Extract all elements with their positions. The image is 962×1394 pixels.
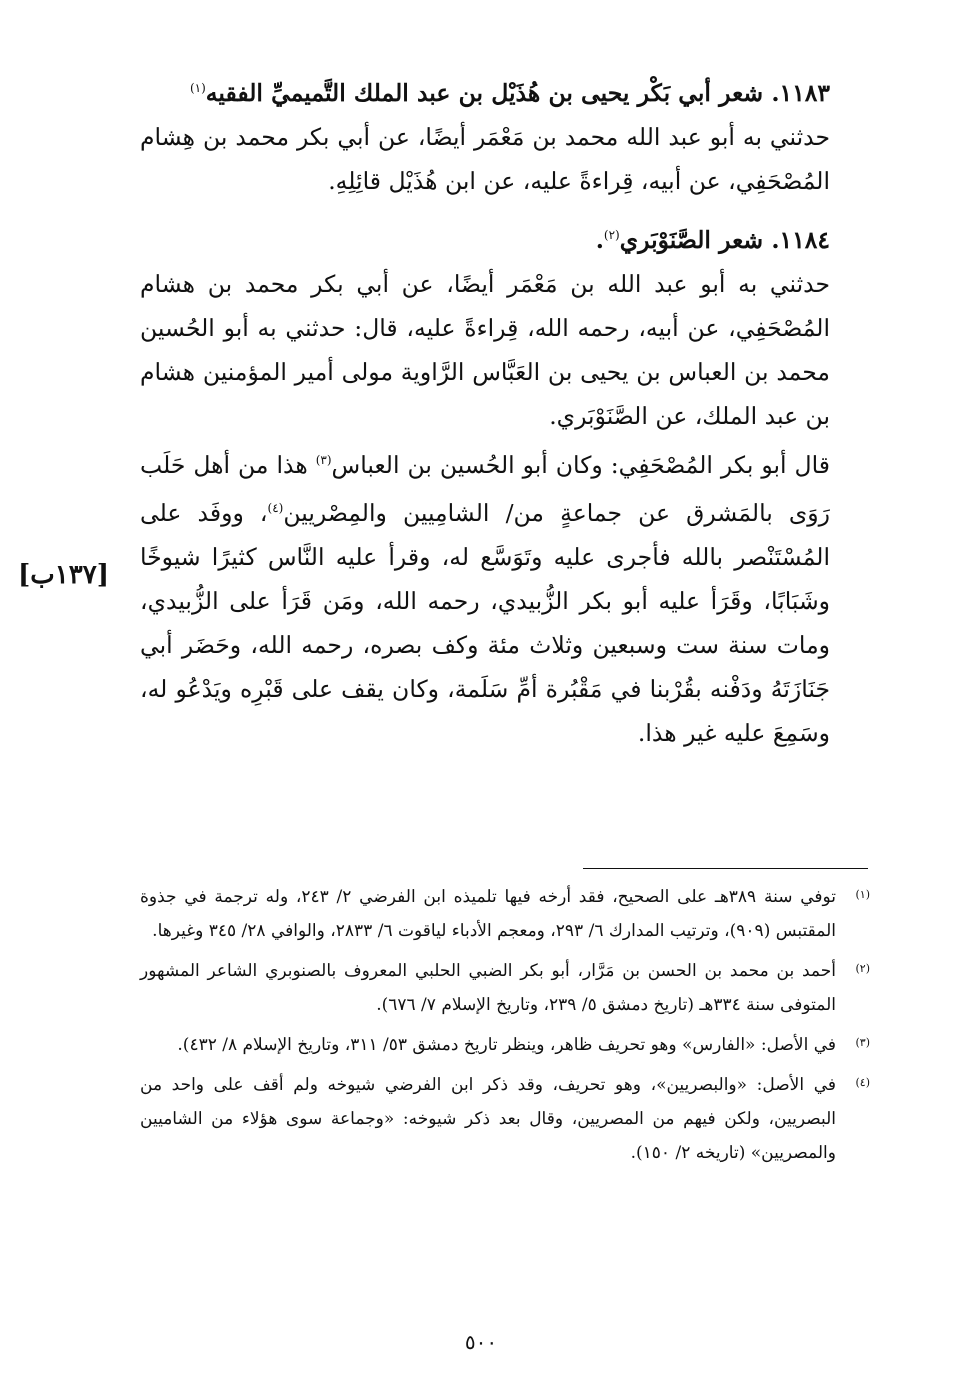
footnote-item [140,1068,870,1170]
footnote-item [140,1028,870,1062]
page-number: ٥٠٠ [464,1330,498,1354]
footnote-divider [583,868,868,869]
footnote-ref: (٤) [267,501,284,516]
footnote-text: توفي سنة ٣٨٩هـ على الصحيح، فقد أرخه فيها تلميذه ابن الفرضي ٢/ ٢٤٣، وله ترجمة في جذوة المقتبس (٩٠٩)، وترتيب المدارك ٦/ ٢٩٣، ومعجم الأدباء لياقوت ٦/ ٢٨٣٣، والوافي ٢٨/ ٣٤٥ وغيرها. [140,887,836,941]
narration-part-1: قال أبو بكر المُصْحَفِي: وكان أبو الحُسين بن العباس [331,450,830,479]
footnote-text: في الأصل: «والبصريين»، وهو تحريف، وقد ذكر ابن الفرضي شيوخه ولم أقف على واحد من البصريين، ولكن فيهم من المصريين، وقال بعد ذكر شيوخه: «وجماعة سوى هؤلاء من الشاميين والمصريين» (تاريخه ٢/ ١٥٠). [140,1075,836,1163]
footnote-item [140,880,870,948]
footnote-ref: (٢) [603,227,620,242]
footnote-ref: (١) [189,81,206,95]
entry-heading: شعر الصَّنَوْبَري [619,225,764,254]
narration-part-2: هذا من أهل حَلَب رَوَى بالمَشرق عن جماعةٍ من/ الشامِيين والمِصْريين [140,450,830,528]
footnotes [140,880,870,1176]
entry-title-1184 [140,213,830,262]
entry-body-1183: حدثني به أبو عبد الله محمد بن مَعْمَر أيضًا، عن أبي بكر محمد بن هِشام المُصْحَفِي، عن أبيه، قِراءةً عليه، عن ابن هُذَيْل قائِلِهِ. [140,122,830,195]
footnote-number: (١) [855,888,870,901]
entry-heading-suffix: . [595,225,604,254]
entry-title-1183 [140,66,830,115]
footnote-ref: (٣) [315,452,332,467]
entry-heading: شعر أبي بَكْر يحيى بن هُذَيْل بن عبد الملك التَّميميِّ الفقيه [205,78,764,107]
footnote-item [140,954,870,1022]
main-text [140,66,830,755]
entry-body-1184: حدثني به أبو عبد الله بن مَعْمَر أيضًا، عن أبي بكر محمد بن هشام المُصْحَفِي، عن أبيه، رحمه الله، قِراءةً عليه، قال: حدثني به أبو الحُسين محمد بن العباس بن يحيى بن العَبَّاس الرَّاوية مولى أمير المؤمنين هشام بن عبد الملك، عن الصَّنَوْبَري. [140,269,830,430]
footnote-number: (٤) [855,1076,870,1089]
entry-number: ١١٨٤. [771,225,830,254]
footnote-number: (٣) [855,1036,870,1049]
footnote-text: في الأصل: «الفارس» وهو تحريف ظاهر، وينظر تاريخ دمشق ٥٣/ ٣١١، وتاريخ الإسلام ٨/ ٤٣٢). [177,1035,836,1055]
footnote-number: (٢) [855,962,870,975]
narration-part-3: ، ووفَد على المُسْتَنْصر بالله فأجرى عليه وتَوَسَّع له، وقرأ عليه النَّاس كثيرًا شيوخًا وشَبَابًا، وقَرَأ عليه أبو بكر الزُّبيدي، رحمه الله، ومَن قَرَأ على الزُّبيدي، ومات سنة ست وسبعين وثلاث مئة وكف بصره، رحمه الله، وحَضَر أبي جَنَازَتَهُ ودَفْنه بقُرْبنا في مَقْبُرة أمِّ سَلَمة، وكان يقف على قَبْرِه ويَدْعُو له، وسَمِعَ عليه غير هذا. [140,499,830,748]
manuscript-folio-marker: [١٣٧ب] [18,560,109,590]
entry-number: ١١٨٣. [771,78,830,107]
narration-paragraph [140,438,830,756]
footnote-text: أحمد بن محمد بن الحسن بن مَرَّار، أبو بكر الضبي الحلبي المعروف بالصنوبري الشاعر المشهور المتوفى سنة ٣٣٤هـ (تاريخ دمشق ٥/ ٢٣٩، وتاريخ الإسلام ٧/ ٦٧٦). [140,961,836,1015]
